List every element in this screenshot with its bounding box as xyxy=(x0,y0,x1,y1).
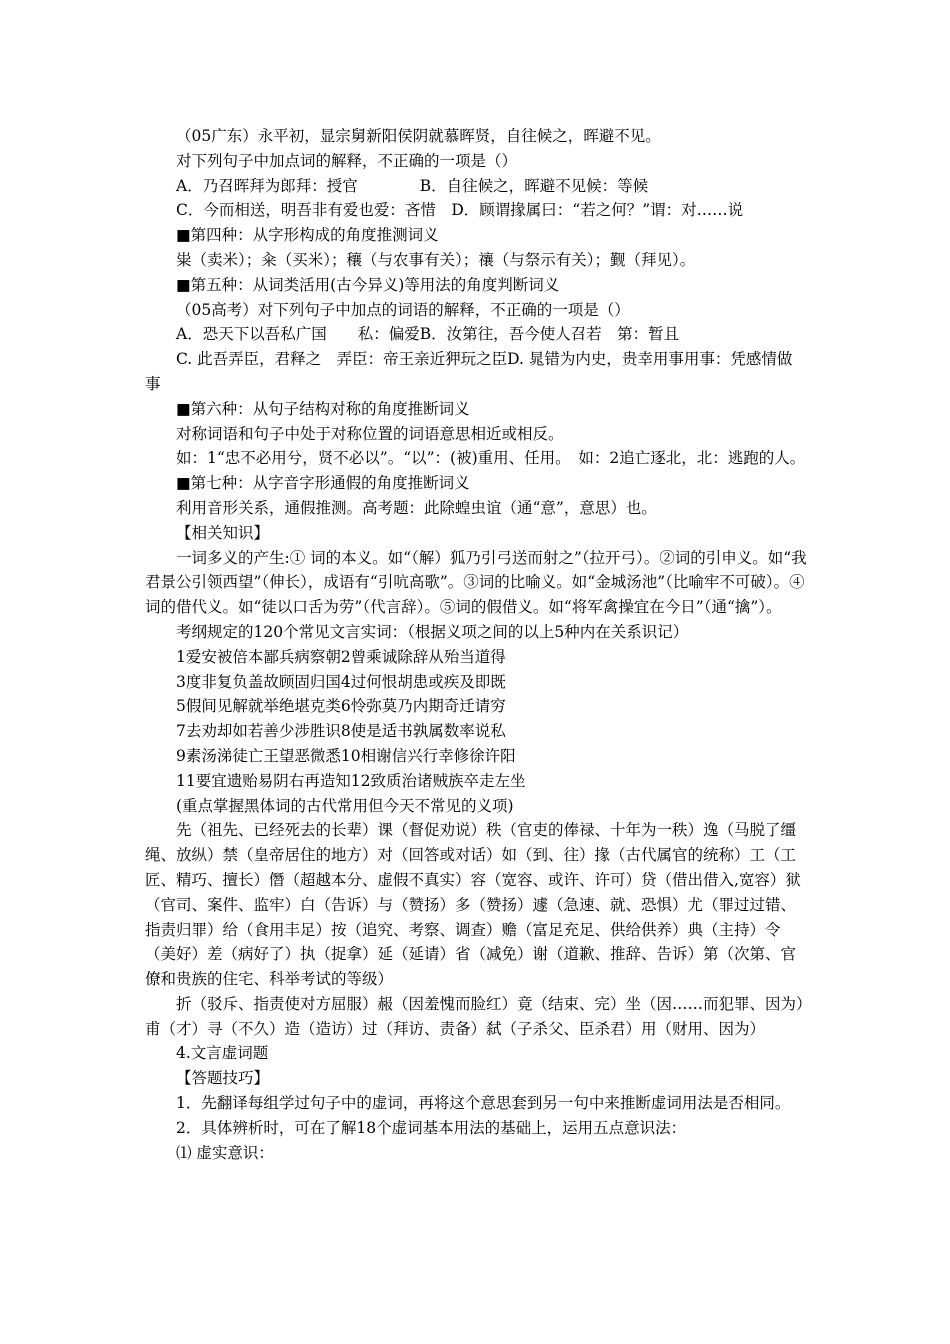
paragraph: 11要宜遗贻易阴右再造知12致质治诸贼族卒走左坐 xyxy=(176,771,526,790)
paragraph: ⑴ 虚实意识： xyxy=(176,1143,274,1162)
paragraph: （05广东）永平初，显宗舅新阳侯阴就慕晖贤，自往候之，晖避不见。 xyxy=(176,127,661,145)
paragraph: 3度非复负盖故顾固归国4过何恨胡患或疾及即既 xyxy=(176,672,506,691)
paragraph: ■第六种：从句子结构对称的角度推断词义 xyxy=(176,399,470,418)
paragraph: 1爱安被倍本鄙兵病察朝2曾乘诚除辞从殆当道得 xyxy=(176,647,506,666)
paragraph: ■第四种：从字形构成的角度推测词义 xyxy=(176,226,439,245)
document-body xyxy=(145,124,807,1165)
paragraph: 先（祖先、已经死去的长辈）课（督促劝说）秩（官吏的俸禄、十年为一秩）逸（马脱了缰绳、放纵）禁（皇帝居住的地方）对（回答或对话）如（到、往）掾（古代属官的统称）工（工匠、精巧、擅长）僭（超越本分、虚假不真实）容（宽容、或许、许可）贷（借出借入,宽容）狱（官司、案件、监牢）白（告诉）与（赞扬）多（赞扬）遽（急速、就、恐惧）尤（罪过过错、指责归罪）给（食用丰足）按（追究、考察、调查）赡（富足充足、供给供养）典（主持）令（美好）差（病好了）执（捉拿）延（延请）省（减免）谢（道歉、推辞、告诉）第（次第、官僚和贵族的住宅、科举考试的等级） xyxy=(145,821,801,989)
paragraph: 一词多义的产生:① 词的本义。如“（解）狐乃引弓送而射之”（拉开弓）。②词的引申义。如“我君景公引领西望”（伸长），成语有“引吭高歌”。③词的比喻义。如“金城汤池”（比喻牢不可破）。④词的借代义。如“徒以口舌为劳”（代言辞）。⑤词的假借义。如“将军禽操宜在今日”（通“擒”）。 xyxy=(145,548,807,617)
paragraph: 9素汤涕徒亡王望恶微悉10相谢信兴行幸修徐许阳 xyxy=(176,746,516,765)
paragraph: 折（驳斥、指责使对方屈服）赧（因羞愧而脸红）竟（结束、完）坐（因……而犯罪、因为）甫（才）寻（不久）造（造访）过（拜访、责备）弑（子杀父、臣杀君）用（财用、因为） xyxy=(145,994,804,1038)
paragraph: ■第五种：从词类活用(古今异义)等用法的角度判断词义 xyxy=(176,275,560,294)
paragraph: （05高考）对下列句子中加点的词语的解释，不正确的一项是（） xyxy=(176,300,630,319)
paragraph: 如：1“忠不必用兮，贤不必以”。“以”：(被)重用、任用。 如：2追亡逐北，北：逃跑的人。 xyxy=(176,449,806,468)
paragraph: 【答题技巧】 xyxy=(176,1069,270,1088)
paragraph: 7去劝却如若善少涉胜识8使是适书孰属数率说私 xyxy=(176,722,506,741)
paragraph: A．乃召晖拜为郎拜：授官 B．自往候之，晖避不见候：等候 xyxy=(176,176,649,195)
paragraph: A．恐天下以吾私广国 私：偏爱B．汝第往，吾今使人召若 第：暂且 xyxy=(176,325,680,344)
paragraph: 考纲规定的120个常见文言实词：（根据义项之间的以上5种内在关系识记） xyxy=(176,622,689,641)
paragraph: 粜（卖米）；籴（买米）；穰（与农事有关）；禳（与祭示有关）；觐（拜见）。 xyxy=(176,250,696,269)
paragraph: ■第七种：从字音字形通假的角度推断词义 xyxy=(176,474,470,493)
paragraph: 1．先翻译每组学过句子中的虚词，再将这个意思套到另一句中来推断虚词用法是否相同。 xyxy=(176,1094,791,1113)
paragraph: 2．具体辨析时，可在了解18个虚词基本用法的基础上，运用五点意识法： xyxy=(176,1118,687,1137)
paragraph: C. 此吾弄臣，君释之 弄臣：帝王亲近狎玩之臣D. 晁错为内史，贵幸用事用事：凭感情做事 xyxy=(145,350,793,393)
paragraph: 【相关知识】 xyxy=(176,523,270,542)
paragraph: 对下列句子中加点词的解释，不正确的一项是（） xyxy=(176,151,518,170)
paragraph: 5假间见解就举绝堪克类6怜弥莫乃内期奇迁请穷 xyxy=(176,697,506,716)
paragraph: 4.文言虚词题 xyxy=(176,1044,269,1063)
paragraph: (重点掌握黑体词的古代常用但今天不常见的义项) xyxy=(176,796,514,815)
paragraph: 对称词语和句子中处于对称位置的词语意思相近或相反。 xyxy=(176,424,564,443)
paragraph: C．今而相送，明吾非有爱也爱：吝惜 D．顾谓掾属曰：“若之何？”谓：对……说 xyxy=(176,201,744,220)
paragraph: 利用音形关系，通假推测。高考题：此除蝗虫谊（通“意”，意思）也。 xyxy=(176,498,657,517)
